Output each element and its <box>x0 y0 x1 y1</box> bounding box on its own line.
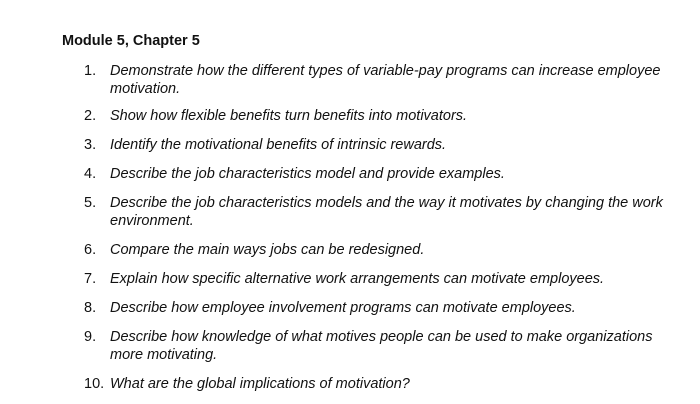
item-number: 1. <box>84 63 97 79</box>
item-number: 4. <box>84 166 97 182</box>
page-title: Module 5, Chapter 5 <box>62 33 200 49</box>
item-text: Describe how employee involvement programs can motivate employees. <box>110 300 576 316</box>
item-text: Demonstrate how the different types of variable-pay programs can increase employee motivation. <box>110 63 661 97</box>
item-text: Describe the job characteristics model and provide examples. <box>110 166 505 182</box>
item-number: 6. <box>84 242 97 258</box>
item-number: 2. <box>84 108 97 124</box>
item-number: 8. <box>84 300 97 316</box>
item-text: Identify the motivational benefits of intrinsic rewards. <box>110 137 447 153</box>
item-text: What are the global implications of motivation? <box>110 376 410 392</box>
item-text: Explain how specific alternative work arrangements can motivate employees. <box>110 271 605 287</box>
item-number: 10. <box>84 376 105 392</box>
item-number: 7. <box>84 271 97 287</box>
item-number: 5. <box>84 195 97 211</box>
item-number: 3. <box>84 137 97 153</box>
item-text: Describe how knowledge of what motives people can be used to make organizations more motivating. <box>110 329 653 363</box>
item-number: 9. <box>84 329 97 345</box>
item-text: Show how flexible benefits turn benefits into motivators. <box>110 108 468 124</box>
item-text: Compare the main ways jobs can be redesigned. <box>110 242 425 258</box>
item-text: Describe the job characteristics models and the way it motivates by changing the work environment. <box>110 195 663 229</box>
